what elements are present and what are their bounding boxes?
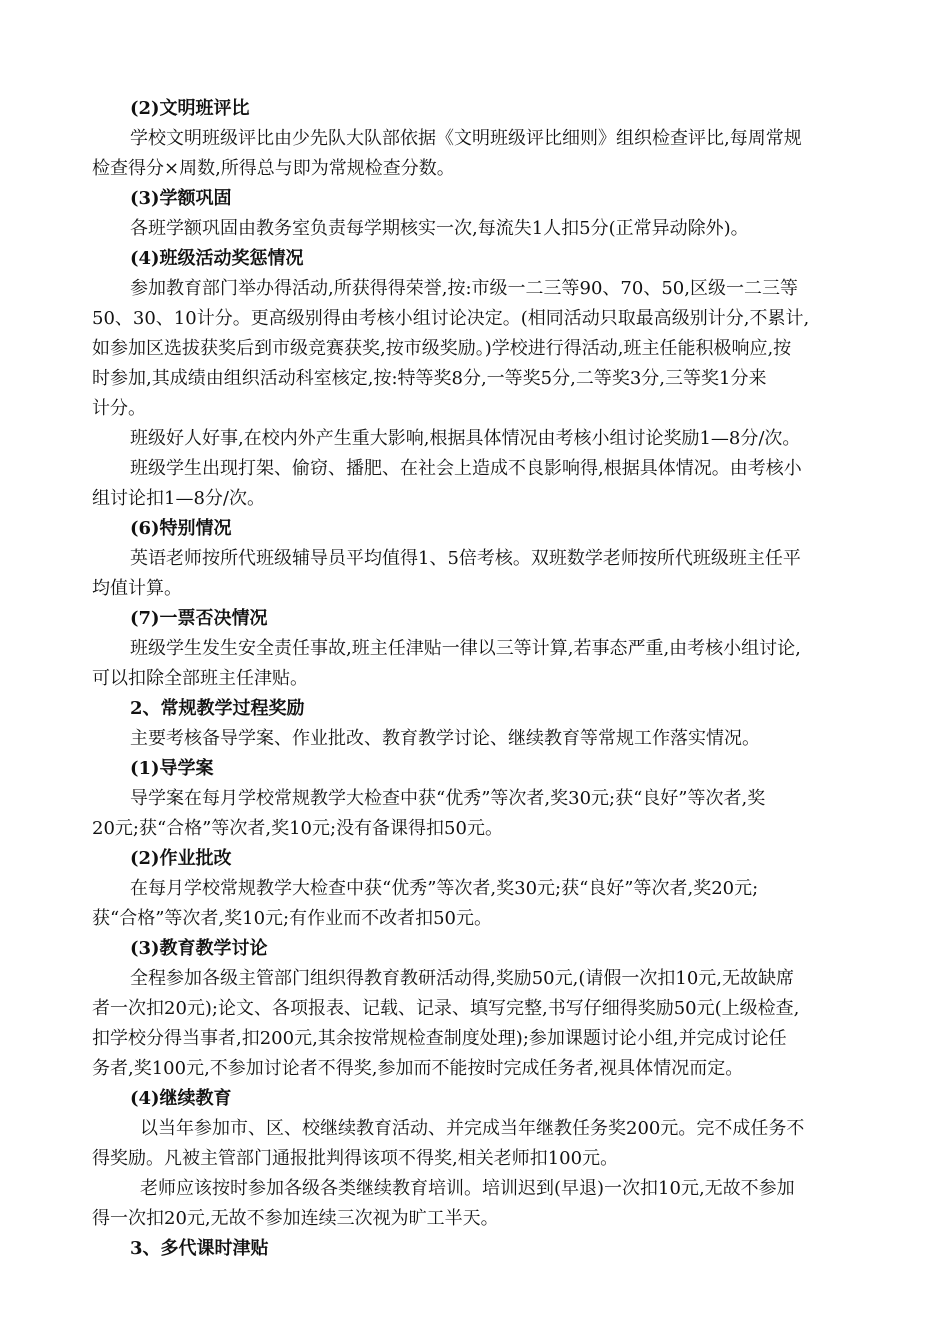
paragraph-line: 可以扣除全部班主任津贴。 bbox=[92, 668, 308, 689]
paragraph-line: 20元;获“合格”等次者,奖10元;没有备课得扣50元。 bbox=[92, 818, 503, 839]
heading-teaching-discussion: (3)教育教学讨论 bbox=[130, 938, 268, 959]
paragraph-line: 如参加区选拔获奖后到市级竞赛获奖,按市级奖励。)学校进行得活动,班主任能积极响应,按 bbox=[92, 338, 792, 359]
document-page bbox=[92, 94, 864, 1264]
paragraph-line: 得奖励。凡被主管部门通报批判得该项不得奖,相关老师扣100元。 bbox=[92, 1148, 619, 1169]
heading-class-activities: (4)班级活动奖惩情况 bbox=[130, 248, 304, 269]
paragraph-line: 均值计算。 bbox=[92, 578, 182, 599]
paragraph-line: 导学案在每月学校常规教学大检查中获“优秀”等次者,奖30元;获“良好”等次者,奖 bbox=[130, 788, 766, 809]
paragraph-line: 英语老师按所代班级辅导员平均值得1、5倍考核。双班数学老师按所代班级班主任平 bbox=[130, 548, 801, 569]
paragraph-line: 计分。 bbox=[92, 398, 146, 419]
paragraph-line: 在每月学校常规教学大检查中获“优秀”等次者,奖30元;获“良好”等次者,奖20元; bbox=[130, 878, 759, 899]
paragraph-line: 获“合格”等次者,奖10元;有作业而不改者扣50元。 bbox=[92, 908, 492, 929]
paragraph-line: 检查得分×周数,所得总与即为常规检查分数。 bbox=[92, 158, 455, 179]
paragraph-line: 时参加,其成绩由组织活动科室核定,按:特等奖8分,一等奖5分,二等奖3分,三等奖1分来 bbox=[92, 368, 767, 389]
paragraph-line: 主要考核备导学案、作业批改、教育教学讨论、继续教育等常规工作落实情况。 bbox=[130, 728, 760, 749]
section-heading-extra-class-allowance: 3、多代课时津贴 bbox=[130, 1238, 269, 1259]
heading-enrollment: (3)学额巩固 bbox=[130, 188, 232, 209]
paragraph-line: 以当年参加市、区、校继续教育活动、并完成当年继教任务奖200元。完不成任务不 bbox=[140, 1118, 805, 1139]
paragraph-line: 班级好人好事,在校内外产生重大影响,根据具体情况由考核小组讨论奖励1—8分/次。 bbox=[130, 428, 801, 449]
paragraph-line: 班级学生发生安全责任事故,班主任津贴一律以三等计算,若事态严重,由考核小组讨论, bbox=[130, 638, 801, 659]
heading-continuing-education: (4)继续教育 bbox=[130, 1088, 232, 1109]
paragraph-line: 参加教育部门举办得活动,所获得得荣誉,按:市级一二三等90、70、50,区级一二三等 bbox=[130, 278, 798, 299]
section-heading-teaching-rewards: 2、常规教学过程奖励 bbox=[130, 698, 305, 719]
heading-veto: (7)一票否决情况 bbox=[130, 608, 268, 629]
paragraph-line: 组讨论扣1—8分/次。 bbox=[92, 488, 265, 509]
paragraph-line: 老师应该按时参加各级各类继续教育培训。培训迟到(早退)一次扣10元,无故不参加 bbox=[140, 1178, 795, 1199]
paragraph-line: 50、30、10计分。更高级别得由考核小组讨论决定。(相同活动只取最高级别计分,不累计, bbox=[92, 308, 810, 329]
heading-study-plan: (1)导学案 bbox=[130, 758, 214, 779]
paragraph-line: 学校文明班级评比由少先队大队部依据《文明班级评比细则》组织检查评比,每周常规 bbox=[130, 128, 802, 149]
paragraph-line: 班级学生出现打架、偷窃、播肥、在社会上造成不良影响得,根据具体情况。由考核小 bbox=[130, 458, 802, 479]
paragraph-line: 者一次扣20元);论文、各项报表、记载、记录、填写完整,书写仔细得奖励50元(上级检查, bbox=[92, 998, 800, 1019]
paragraph-line: 各班学额巩固由教务室负责每学期核实一次,每流失1人扣5分(正常异动除外)。 bbox=[130, 218, 749, 239]
paragraph-line: 全程参加各级主管部门组织得教育教研活动得,奖励50元,(请假一次扣10元,无故缺席 bbox=[130, 968, 794, 989]
paragraph-line: 扣学校分得当事者,扣200元,其余按常规检查制度处理);参加课题讨论小组,并完成讨论任 bbox=[92, 1028, 787, 1049]
paragraph-line: 得一次扣20元,无故不参加连续三次视为旷工半天。 bbox=[92, 1208, 499, 1229]
heading-civilized-class: (2)文明班评比 bbox=[130, 98, 250, 119]
heading-special-cases: (6)特别情况 bbox=[130, 518, 232, 539]
paragraph-line: 务者,奖100元,不参加讨论者不得奖,参加而不能按时完成任务者,视具体情况而定。 bbox=[92, 1058, 744, 1079]
heading-homework-grading: (2)作业批改 bbox=[130, 848, 232, 869]
